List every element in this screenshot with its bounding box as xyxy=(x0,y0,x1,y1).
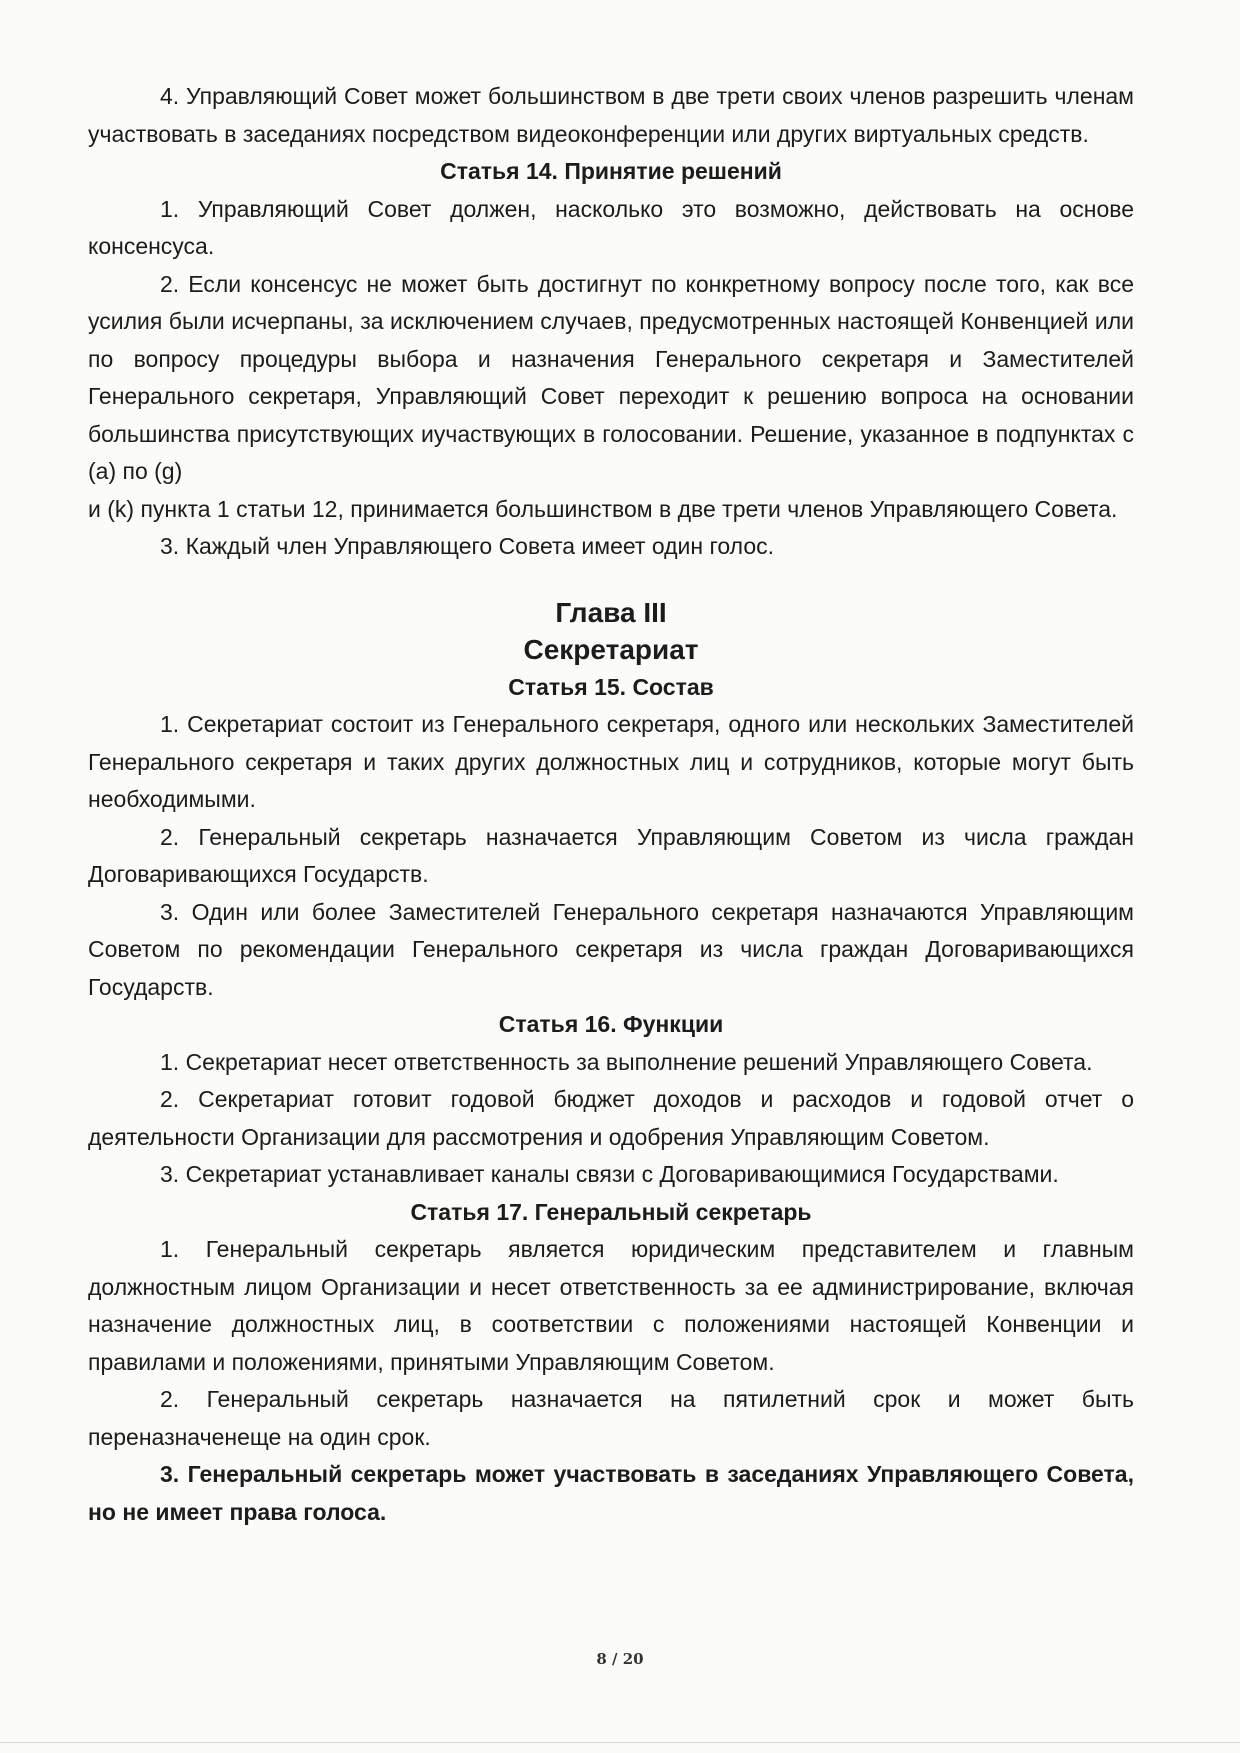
paragraph-art15-1: 1. Секретариат состоит из Генерального секретаря, одного или нескольких Заместителей Генерального секретаря и таких других должностных лиц и сотрудников, которые могут быть необходимыми. xyxy=(88,711,1134,812)
paragraph-art14-3: 3. Каждый член Управляющего Совета имеет один голос. xyxy=(160,533,775,559)
scan-edge-divider xyxy=(0,1742,1240,1743)
paragraph-art13-4: 4. Управляющий Совет может большинством в две трети своих членов разрешить членам участвовать в заседаниях посредством видеоконференции или других виртуальных средств. xyxy=(88,83,1134,147)
paragraph-art16-1: 1. Секретариат несет ответственность за выполнение решений Управляющего Совета. xyxy=(160,1048,1093,1075)
article-16-heading: Статья 16. Функции xyxy=(498,1011,724,1037)
paragraph-art17-1: 1. Генеральный секретарь является юридическим представителем и главным должностным лицом Организации и несет ответственность за ее администрирование, включая назначение должностных лиц, в соответствии с положениями настоящей Конвенции и правилами и положениями, принятыми Управляющим Советом. xyxy=(88,1236,1134,1375)
article-14-heading: Статья 14. Принятие решений xyxy=(440,158,782,184)
paragraph-art16-3: 3. Секретариат устанавливает каналы связи с Договаривающимися Государствами. xyxy=(160,1161,1059,1187)
chapter-number: Глава III xyxy=(555,596,667,628)
page-number: 8 / 20 xyxy=(596,1650,644,1668)
paragraph-art16-2: 2. Секретариат готовит годовой бюджет доходов и расходов и годовой отчет о деятельности Организации для рассмотрения и одобрения Управляющим Советом. xyxy=(88,1086,1134,1150)
paragraph-art14-2-continued: и (k) пункта 1 статьи 12, принимается большинством в две трети членов Управляющего Совета. xyxy=(88,495,1118,522)
paragraph-art17-2: 2. Генеральный секретарь назначается на пятилетний срок и может быть переназначенеще на один срок. xyxy=(88,1386,1134,1450)
paragraph-art17-3: 3. Генеральный секретарь может участвовать в заседаниях Управляющего Совета, но не имеет права голоса. xyxy=(88,1461,1134,1525)
paragraph-art14-1: 1. Управляющий Совет должен, насколько это возможно, действовать на основе консенсуса. xyxy=(88,195,1134,259)
chapter-title: Секретариат xyxy=(523,634,699,665)
paragraph-art15-2: 2. Генеральный секретарь назначается Управляющим Советом из числа граждан Договаривающихся Государств. xyxy=(88,823,1134,887)
article-17-heading: Статья 17. Генеральный секретарь xyxy=(410,1198,812,1225)
paragraph-art14-2: 2. Если консенсус не может быть достигнут по конкретному вопросу после того, как все усилия были исчерпаны, за исключением случаев, предусмотренных настоящей Конвенцией или по вопросу процедуры выбора и назначения Генерального секретаря и Заместителей Генерального секретаря, Управляющий Совет переходит к решению вопроса на основании большинства присутствующих иучаствующих в голосовании. Решение, указанное в подпунктах с (a) по (g) xyxy=(88,270,1134,484)
paragraph-art15-3: 3. Один или более Заместителей Генерального секретаря назначаются Управляющим Советом по рекомендации Генерального секретаря из числа граждан Договаривающихся Государств. xyxy=(88,898,1134,1000)
document-page xyxy=(88,78,1134,1531)
article-15-heading: Статья 15. Состав xyxy=(508,673,714,700)
